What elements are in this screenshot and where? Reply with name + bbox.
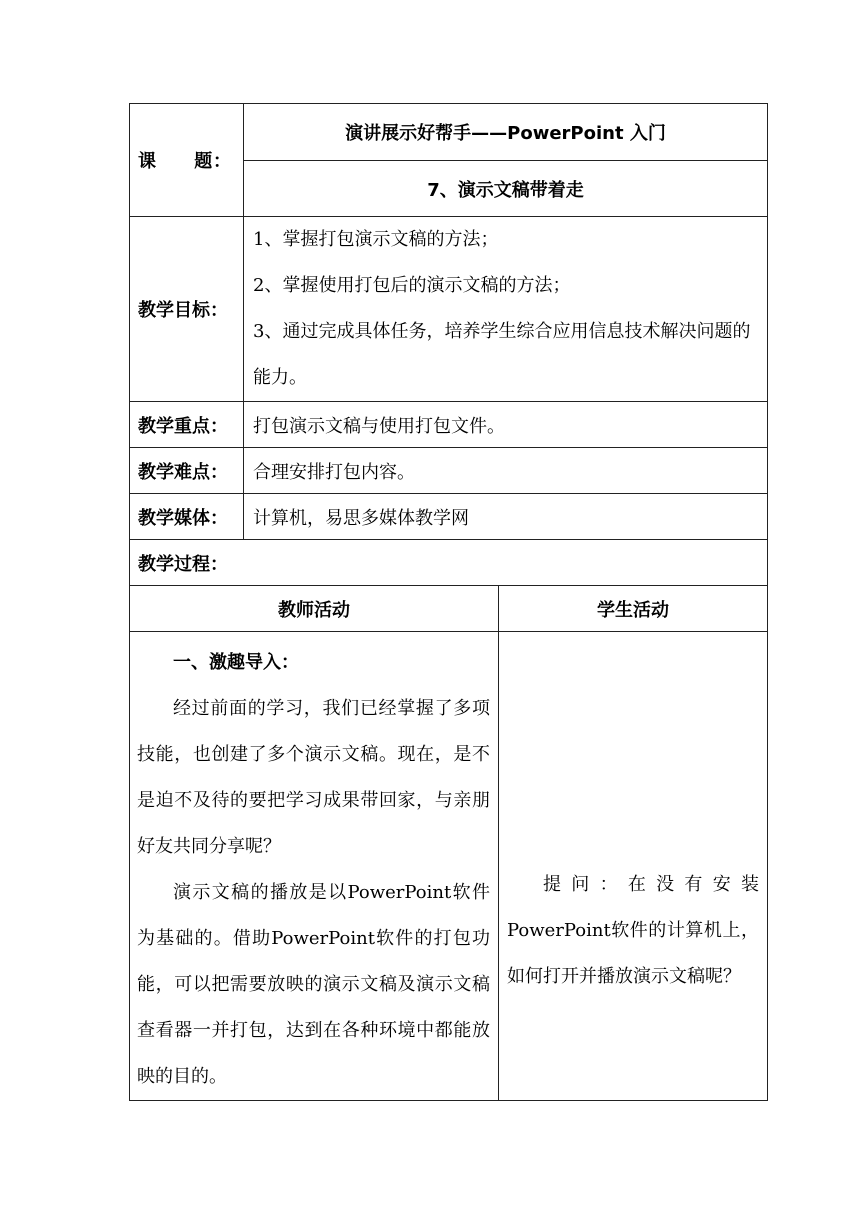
objectives-label: 教学目标： — [130, 217, 244, 402]
teacher-activity-header: 教师活动 — [130, 586, 499, 632]
media-value: 计算机，易思多媒体教学网 — [244, 494, 768, 540]
key-points-label: 教学重点： — [130, 402, 244, 448]
teacher-paragraph: 演示文稿的播放是以PowerPoint软件为基础的。借助PowerPoint软件的打包功能，可以把需要放映的演示文稿及演示文稿查看器一并打包，达到在各种环境中都能放映的目的。 — [137, 882, 490, 1087]
difficulties-value: 合理安排打包内容。 — [244, 448, 768, 494]
topic-label: 课 题： — [130, 104, 244, 217]
objective-item: 2、掌握使用打包后的演示文稿的方法； — [253, 275, 571, 296]
student-activity-header: 学生活动 — [499, 586, 768, 632]
media-label: 教学媒体： — [130, 494, 244, 540]
student-activity-cell — [499, 632, 768, 1101]
objectives-list — [244, 217, 768, 402]
student-paragraph: 提问：在没有安装PowerPoint软件的计算机上，如何打开并播放演示文稿呢？ — [507, 874, 759, 987]
lesson-title: 7、演示文稿带着走 — [244, 161, 768, 217]
teacher-activity-cell — [130, 632, 499, 1101]
teacher-paragraph: 经过前面的学习，我们已经掌握了多项技能，也创建了多个演示文稿。现在，是不是迫不及待的要把学习成果带回家，与亲朋好友共同分享呢？ — [137, 698, 490, 857]
process-label: 教学过程： — [130, 540, 768, 586]
unit-title: 演讲展示好帮手——PowerPoint 入门 — [244, 104, 768, 161]
difficulties-label: 教学难点： — [130, 448, 244, 494]
lesson-plan-table — [129, 103, 768, 1101]
objective-item: 1、掌握打包演示文稿的方法； — [253, 229, 499, 250]
section-title: 一、激趣导入： — [173, 652, 299, 673]
key-points-value: 打包演示文稿与使用打包文件。 — [244, 402, 768, 448]
objective-item: 3、通过完成具体任务，培养学生综合应用信息技术解决问题的能力。 — [253, 321, 751, 388]
